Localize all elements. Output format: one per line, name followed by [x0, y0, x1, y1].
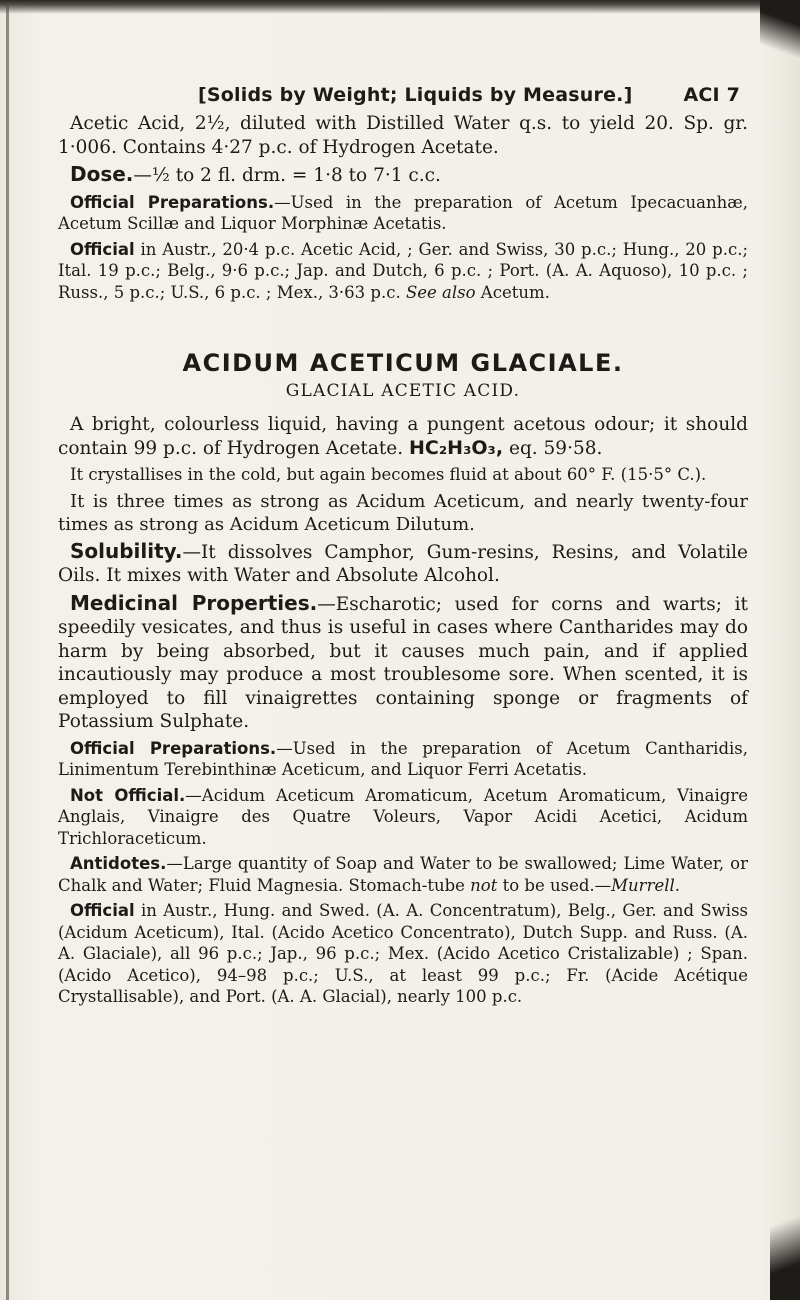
- section-title: ACIDUM ACETICUM GLACIALE.: [182, 349, 624, 377]
- solubility-paragraph: [58, 540, 748, 588]
- medicinal-paragraph: [58, 592, 748, 734]
- official-preparations-2-label: Official Preparations.: [70, 738, 277, 758]
- top-edge-shadow: [0, 0, 800, 14]
- official-in-text: in Austr., 20·4 p.c. Acetic Acid, ; Ger. and Swiss, 30 p.c.; Hung., 20 p.c.; Ital. 19 p.c.; Belg., 9·6 p.c.; Jap. and Dutch, 6 p.c. ; Port. (A. A. Aquoso), 10 p.c. ; Russ., 5 p.c.; U.S., 6 p.c. ; Mex., 3·63 p.c.: [58, 239, 748, 302]
- running-title: [Solids by Weight; Liquids by Measure.]: [198, 84, 633, 106]
- binding-edge: [6, 0, 9, 1300]
- not-official-label: Not Official.: [70, 785, 186, 805]
- medicinal-label: Medicinal Properties.: [70, 590, 318, 615]
- official-preparations-paragraph: [58, 192, 748, 235]
- equivalent-text: eq. 59·58.: [503, 437, 603, 459]
- official-in-label: Official: [70, 239, 135, 259]
- running-head: [58, 78, 748, 112]
- official-preparations-2-text: —Used in the preparation of Acetum Cantharidis, Linimentum Terebinthinæ Aceticum, and Liquor Ferri Acetatis.: [58, 738, 748, 779]
- official-preparations-2-paragraph: [58, 738, 748, 781]
- not-official-text: —Acidum Aceticum Aromaticum, Acetum Aromaticum, Vinaigre Anglais, Vinaigre des Quatre Voleurs, Vapor Acidi Acetici, Acidum Trichloraceticum.: [58, 785, 749, 848]
- page-content: [58, 78, 748, 1008]
- page-corner-top-right: [760, 0, 800, 70]
- official-in-2-paragraph: [58, 900, 748, 1008]
- acetic-dilute-paragraph: Acetic Acid, 2½, diluted with Distilled Water q.s. to yield 20. Sp. gr. 1·006. Contains 4·27 p.c. of Hydrogen Acetate.: [58, 113, 748, 158]
- official-in-2-text: in Austr., Hung. and Swed. (A. A. Concentratum), Belg., Ger. and Swiss (Acidum Aceticum), Ital. (Acido Acetico Concentrato), Dutch Supp. and Russ. (A. A. Glaciale), all 96 p.c.; Jap., 96 p.c.; Mex. (Acido Acetico Cristalizable) ; Span. (Acido Acetico), 94–98 p.c.; U.S., at least 99 p.c.; Fr. (Acide Acétique Crystallisable), and Port. (A. A. Glacial), nearly 100 p.c.: [58, 901, 748, 1006]
- see-also-text: Acetum.: [475, 282, 550, 302]
- antidotes-not: not: [470, 875, 498, 895]
- official-preparations-text: —Used in the preparation of Acetum Ipecacuanhæ, Acetum Scillæ and Liquor Morphinæ Acetatis.: [58, 192, 748, 233]
- solubility-label: Solubility.: [70, 538, 183, 563]
- see-also-italic: See also: [405, 282, 476, 302]
- page-label: ACI 7: [683, 84, 740, 106]
- intro-paragraph: [58, 413, 748, 460]
- page-corner-bottom-right: [770, 1190, 800, 1300]
- not-official-paragraph: [58, 785, 748, 850]
- section-subtitle: GLACIAL ACETIC ACID.: [285, 381, 521, 401]
- crystallises-paragraph: It crystallises in the cold, but again becomes fluid at about 60° F. (15·5° C.).: [70, 465, 707, 484]
- strength-paragraph: It is three times as strong as Acidum Aceticum, and nearly twenty-four times as strong as Acidum Aceticum Dilutum.: [58, 490, 748, 535]
- solubility-text: —It dissolves Camphor, Gum-resins, Resins, and Volatile Oils. It mixes with Water and Absolute Alcohol.: [58, 541, 748, 586]
- antidotes-text-1: —Large quantity of Soap and Water to be swallowed; Lime Water, or Chalk and Water; Fluid Magnesia. Stomach-tube: [58, 854, 748, 895]
- dose-label: Dose.: [70, 162, 134, 186]
- chemical-formula: HC₂H₃O₃,: [409, 436, 504, 459]
- official-in-paragraph: [58, 239, 748, 304]
- official-preparations-label: Official Preparations.: [70, 192, 275, 212]
- dose-text: —½ to 2 fl. drm. = 1·8 to 7·1 c.c.: [133, 165, 441, 186]
- intro-text: A bright, colourless liquid, having a pungent acetous odour; it should contain 99 p.c. of Hydrogen Acetate.: [58, 414, 748, 459]
- official-in-2-label: Official: [70, 901, 135, 920]
- antidotes-author: Murrell.: [611, 875, 681, 895]
- antidotes-paragraph: [58, 853, 748, 896]
- dose-paragraph: [58, 163, 748, 188]
- antidotes-label: Antidotes.: [70, 854, 167, 873]
- medicinal-text: —Escharotic; used for corns and warts; it speedily vesicates, and thus is useful in cases where Cantharides may do harm by being absorbed, but it causes much pain, and if applied incautiously may produce a most troublesome sore. When scented, it is employed to fill vinaigrettes containing sponge or fragments of Potassium Sulphate.: [58, 593, 748, 732]
- antidotes-text-2: to be used.—: [497, 875, 612, 895]
